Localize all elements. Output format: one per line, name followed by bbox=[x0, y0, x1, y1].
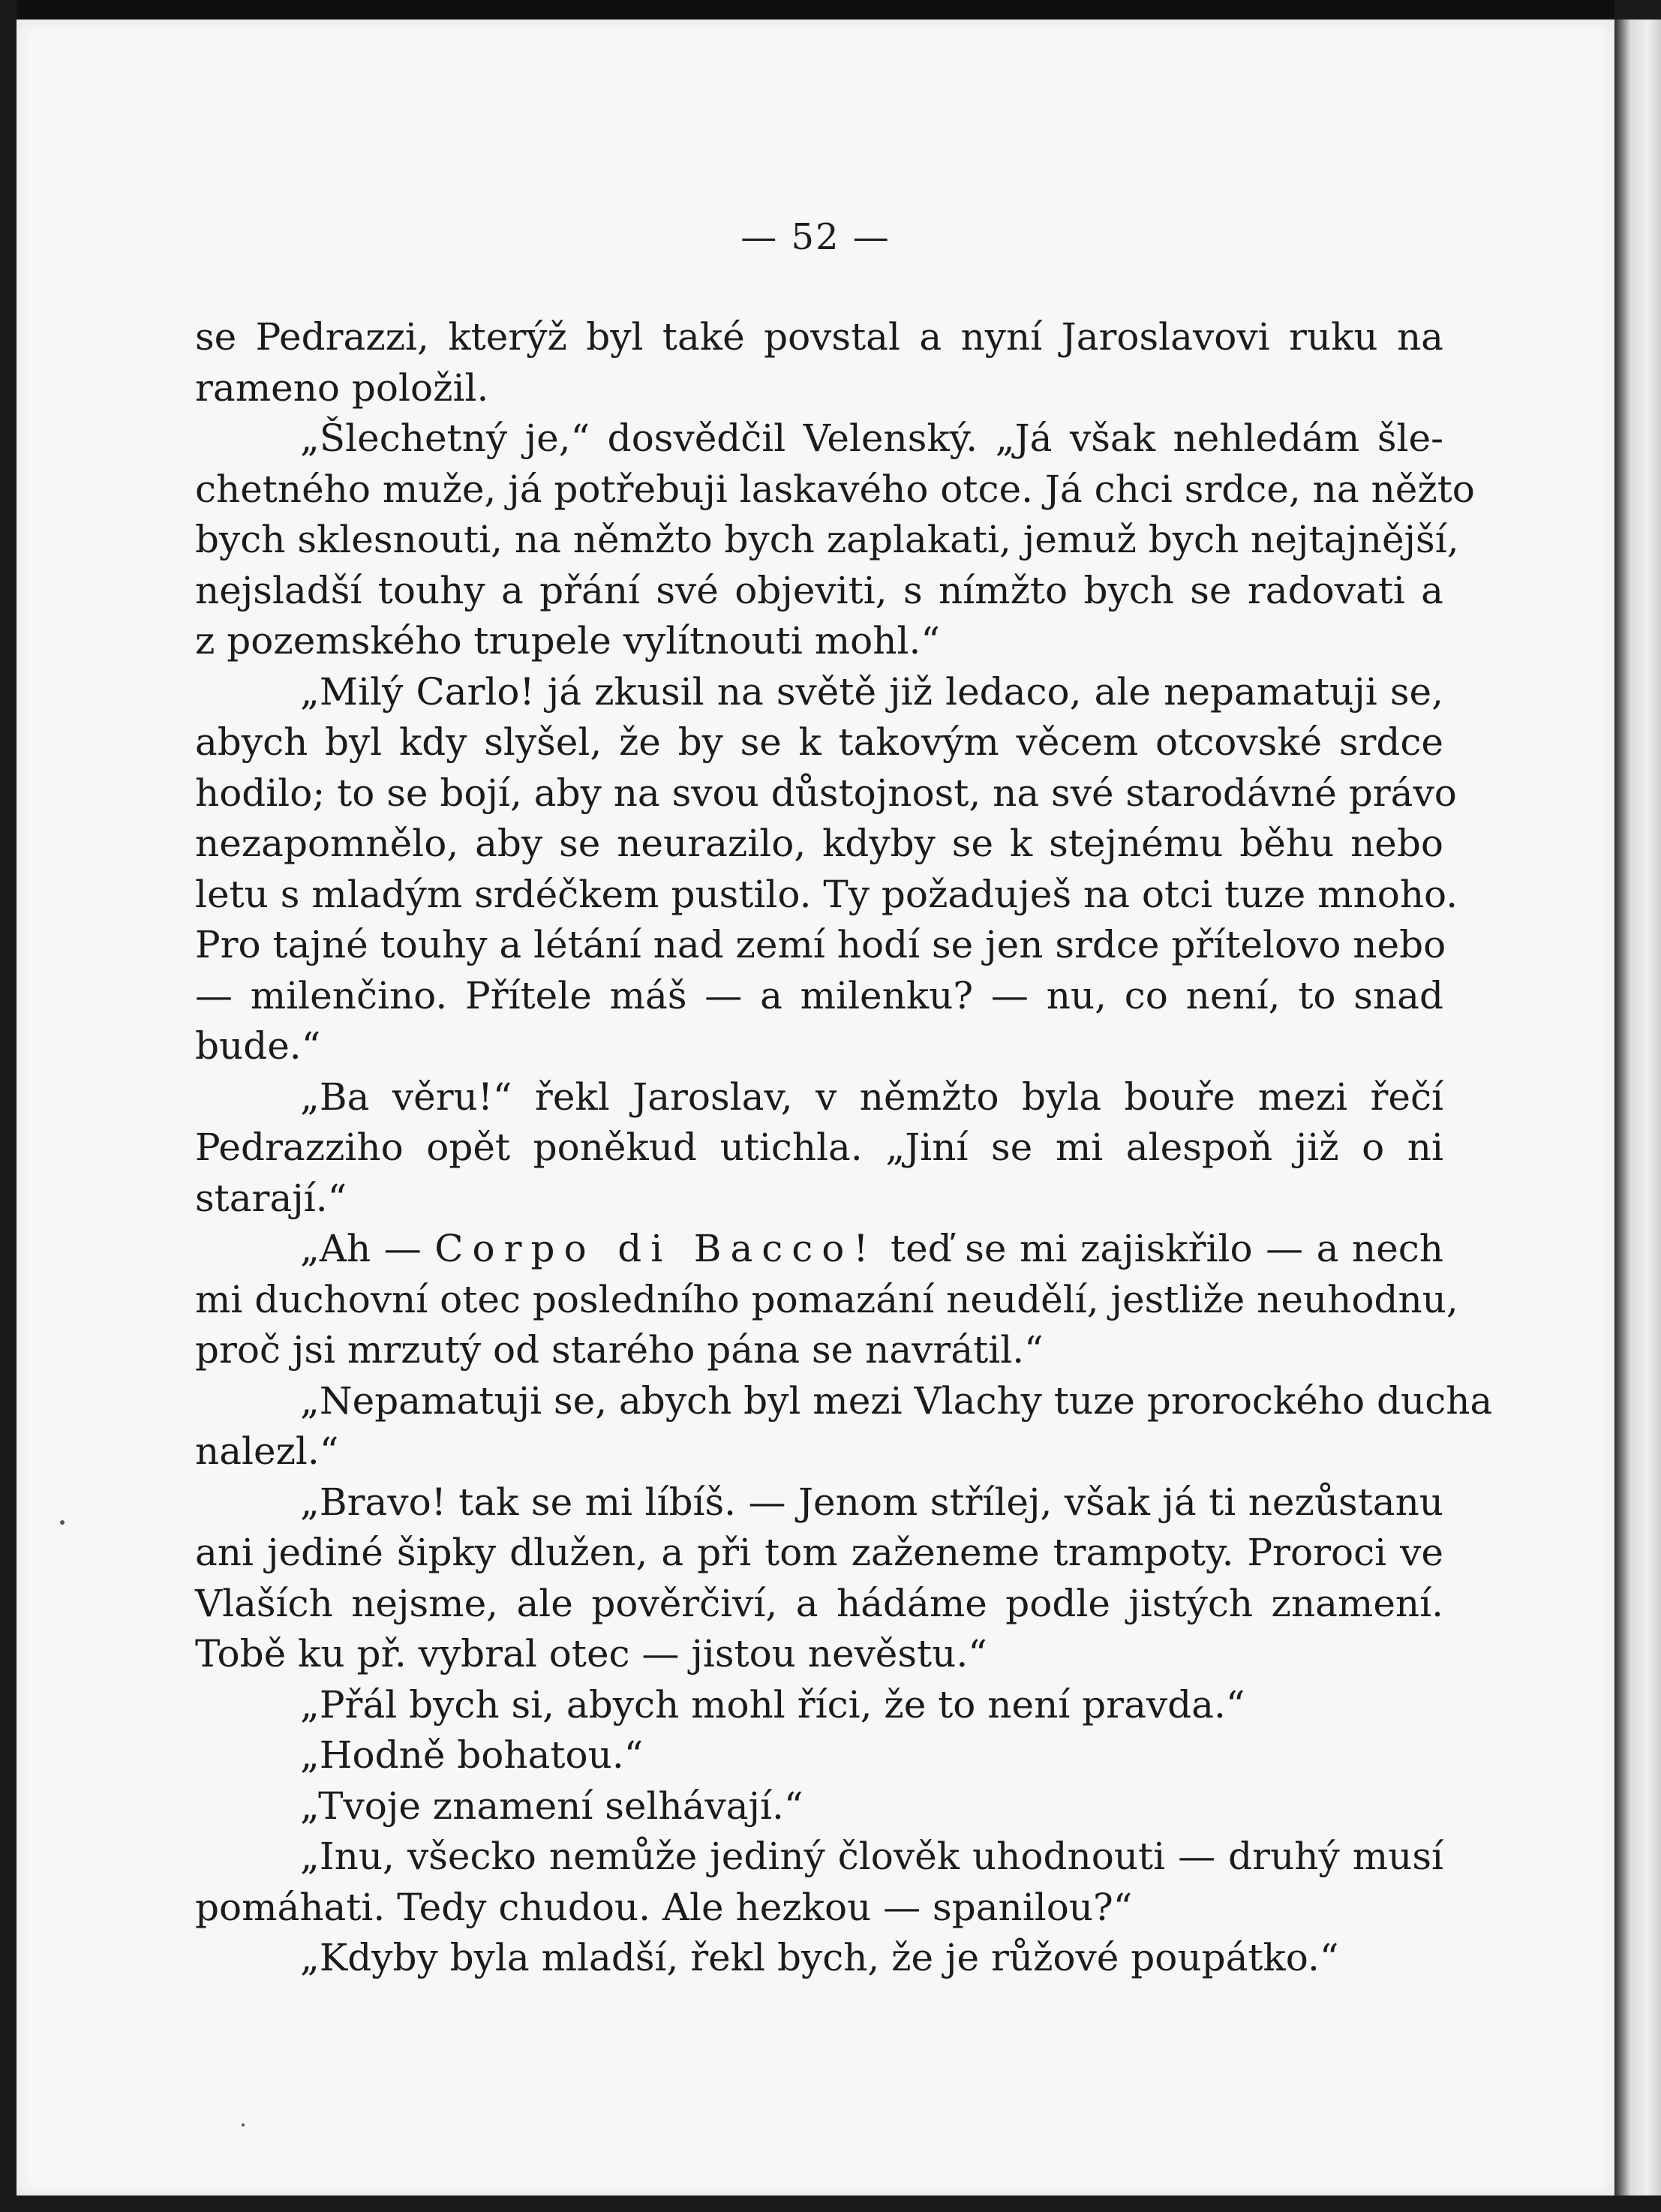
text-line: „Nepamatuji se, abych byl mezi Vlachy tuze prorockého ducha bbox=[300, 1378, 1493, 1423]
body-text bbox=[195, 312, 1493, 1984]
book-page bbox=[17, 20, 1614, 2195]
text-line: „Ba věru!“ řekl Jaroslav, v němžto byla bouře mezi řečí bbox=[300, 1074, 1443, 1119]
text-segment: „Ah — bbox=[300, 1227, 435, 1270]
text-line: „Kdyby byla mladší, řekl bych, že je růžové poupátko.“ bbox=[300, 1936, 1339, 1979]
text-line: abych byl kdy slyšel, že by se k takovým věcem otcovské srdce bbox=[195, 720, 1443, 764]
text-line: Tobě ku př. vybral otec — jistou nevěstu.“ bbox=[195, 1632, 987, 1676]
scan-right-edge bbox=[1614, 20, 1661, 2195]
text-line: „Bravo! tak se mi líbíš. — Jenom střílej, však já ti nezůstanu bbox=[300, 1480, 1443, 1524]
text-line: bych sklesnouti, na němžto bych zaplakati, jemuž bych nejtajnější, bbox=[195, 518, 1459, 561]
text-line: rameno položil. bbox=[195, 365, 489, 410]
text-line: „Tvoje znamení selhávají.“ bbox=[300, 1784, 803, 1828]
text-line: — milenčino. Přítele máš — a milenku? — nu, co není, to snad bbox=[195, 973, 1443, 1017]
text-line: chetného muže, já potřebuji laskavého otce. Já chci srdce, na něžto bbox=[195, 467, 1475, 511]
text-line: „Milý Carlo! já zkusil na světě již ledaco, ale nepamatuji se, bbox=[300, 669, 1443, 714]
text-line: „Hodně bohatou.“ bbox=[300, 1733, 644, 1777]
text-line: letu s mladým srdéčkem pustilo. Ty požaduješ na otci tuze mnoho. bbox=[195, 872, 1458, 916]
text-line: proč jsi mrzutý od starého pána se navrátil.“ bbox=[195, 1328, 1044, 1372]
text-segment: teď se mi zajiskřilo — a nech bbox=[877, 1227, 1443, 1270]
scan-speck bbox=[242, 2123, 245, 2126]
text-line: nejsladší touhy a přání své objeviti, s nímžto bych se radovati a bbox=[195, 568, 1443, 612]
text-line: „Přál bych si, abych mohl říci, že to není pravda.“ bbox=[300, 1682, 1245, 1727]
text-line: hodilo; to se bojí, aby na svou důstojnost, na své starodávné právo bbox=[195, 771, 1457, 815]
scan-top-edge bbox=[17, 0, 1614, 20]
page-number: — 52 — bbox=[740, 216, 891, 258]
text-line: pomáhati. Tedy chudou. Ale hezkou — spanilou?“ bbox=[195, 1885, 1133, 1929]
text-line: starají.“ bbox=[195, 1176, 347, 1220]
text-line: Pedrazziho opět poněkud utichla. „Jiní se mi alespoň již o ni bbox=[195, 1126, 1443, 1169]
text-line: Vlaších nejsme, ale pověrčiví, a hádáme podle jistých znamení. bbox=[195, 1581, 1443, 1625]
text-line: se Pedrazzi, kterýž byl také povstal a nyní Jaroslavovi ruku na bbox=[195, 315, 1443, 359]
scan-speck bbox=[60, 1520, 65, 1525]
text-line: nalezl.“ bbox=[195, 1429, 339, 1473]
text-line: nezapomnělo, aby se neurazilo, kdyby se k stejnému běhu nebo bbox=[195, 822, 1443, 865]
text-line: ani jediné šipky dlužen, a při tom zaženeme trampoty. Proroci ve bbox=[195, 1531, 1443, 1574]
text-line bbox=[195, 1224, 1443, 1275]
text-line: mi duchovní otec posledního pomazání neudělí, jestliže neuhodnu, bbox=[195, 1277, 1458, 1321]
text-line: Pro tajné touhy a létání nad zemí hodí se jen srdce přítelovo nebo bbox=[195, 923, 1446, 966]
text-line: z pozemského trupele vylítnouti mohl.“ bbox=[195, 619, 940, 663]
text-line: „Šlechetný je,“ dosvědčil Velenský. „Já však nehledám šle- bbox=[300, 416, 1443, 460]
text-line: bude.“ bbox=[195, 1024, 321, 1068]
spaced-emphasis: Corpo di Bacco! bbox=[434, 1227, 878, 1270]
text-line: „Inu, všecko nemůže jediný člověk uhodnouti — druhý musí bbox=[300, 1835, 1443, 1878]
